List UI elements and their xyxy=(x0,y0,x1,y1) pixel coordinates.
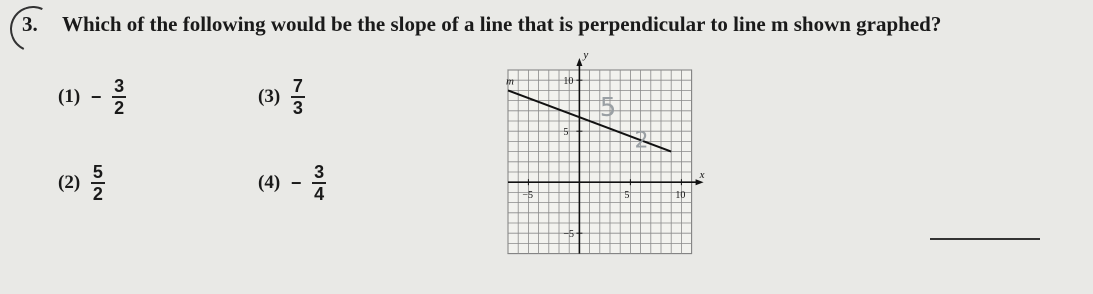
choice-label: (2) xyxy=(58,172,81,193)
choice-label: (1) xyxy=(58,86,81,107)
y-axis-arrow xyxy=(576,58,582,66)
choice-fraction xyxy=(312,162,326,204)
question-text: Which of the following would be the slope of a line that is perpendicular to line m shown graphed? xyxy=(62,12,942,36)
fraction-denominator: 2 xyxy=(92,184,103,204)
fraction-numerator: 7 xyxy=(292,76,303,96)
y-tick-label: −5 xyxy=(563,229,575,241)
y-axis-label: y xyxy=(583,49,589,61)
fraction-denominator: 3 xyxy=(292,98,303,118)
fraction-denominator: 4 xyxy=(314,184,325,204)
choice-sign: − xyxy=(290,172,302,193)
fraction-numerator: 3 xyxy=(314,162,325,182)
choice-4[interactable] xyxy=(258,162,326,204)
y-tick-label: 5 xyxy=(563,127,569,139)
coordinate-graph xyxy=(478,40,738,290)
x-tick-label: 5 xyxy=(624,190,630,202)
choice-fraction xyxy=(291,76,305,118)
choice-label: (4) xyxy=(258,172,281,193)
fraction-denominator: 2 xyxy=(114,98,125,118)
x-tick-label: −5 xyxy=(522,190,534,202)
line-m-label: m xyxy=(506,75,514,88)
choice-1[interactable] xyxy=(58,76,126,118)
choice-fraction xyxy=(91,162,105,204)
choice-label: (3) xyxy=(258,86,281,107)
choice-2[interactable] xyxy=(58,162,105,204)
handwritten-annotation: 5 xyxy=(599,92,617,123)
answer-line[interactable] xyxy=(930,238,1040,240)
choice-sign: − xyxy=(90,86,102,107)
question-number: 3. xyxy=(22,12,38,36)
choice-fraction xyxy=(112,76,126,118)
fraction-numerator: 3 xyxy=(114,76,125,96)
choice-3[interactable] xyxy=(258,76,305,118)
y-tick-label: 10 xyxy=(563,76,574,88)
fraction-numerator: 5 xyxy=(92,162,103,182)
x-axis-label: x xyxy=(699,169,705,182)
handwritten-annotation: 2 xyxy=(634,128,649,154)
x-tick-label: 10 xyxy=(675,190,686,202)
